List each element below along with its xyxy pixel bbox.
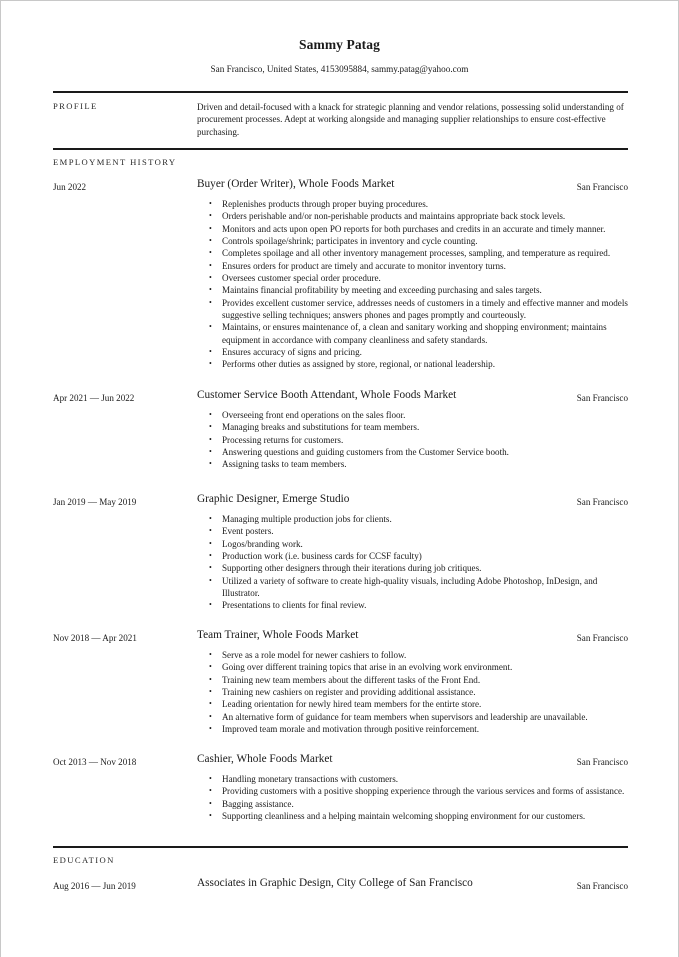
entry-bullets: [197, 649, 629, 735]
entry-title: Cashier, Whole Foods Market: [197, 753, 333, 765]
bullet-item: • Maintains financial profitability by meeting and exceeding purchasing and sales targets.: [197, 284, 629, 296]
entry-bullets: [197, 513, 629, 612]
entry-title: Graphic Designer, Emerge Studio: [197, 493, 350, 505]
entry-date: Jan 2019 — May 2019: [53, 497, 137, 507]
bullet-item: • Processing returns for customers.: [197, 434, 629, 446]
profile-heading: PROFILE: [53, 101, 98, 111]
bullet-item: • Completes spoilage and all other inventory management processes, sampling, and temperature as required.: [197, 247, 629, 259]
bullet-item: • Provides excellent customer service, addresses needs of customers in a timely and effective manner and models suggestive selling techniques; answers phones and pages promptly and courteously.: [197, 297, 629, 322]
entry-title: Associates in Graphic Design, City College of San Francisco: [197, 877, 473, 889]
profile-divider: [53, 91, 628, 93]
entry-date: Aug 2016 — Jun 2019: [53, 881, 136, 891]
candidate-name: Sammy Patag: [299, 37, 380, 52]
bullet-item: • Controls spoilage/shrink; participates in inventory and cycle counting.: [197, 235, 629, 247]
entry-location: San Francisco: [576, 182, 628, 192]
bullet-item: • Maintains, or ensures maintenance of, a clean and sanitary working and shopping environment; maintains equipment in accordance with company cleanliness and safety standards.: [197, 321, 629, 346]
contact-info: San Francisco, United States, 4153095884, sammy.patag@yahoo.com: [210, 64, 469, 74]
bullet-item: • Bagging assistance.: [197, 798, 629, 810]
entry-bullets: [197, 773, 629, 822]
entry-title: Customer Service Booth Attendant, Whole Foods Market: [197, 389, 457, 401]
bullet-item: • Ensures accuracy of signs and pricing.: [197, 346, 629, 358]
bullet-item: • Monitors and acts upon open PO reports for both purchases and credits in an accurate and timely manner.: [197, 223, 629, 235]
entry-location: San Francisco: [576, 497, 628, 507]
bullet-item: • Managing breaks and substitutions for team members.: [197, 421, 629, 433]
bullet-item: • Serve as a role model for newer cashiers to follow.: [197, 649, 629, 661]
bullet-item: • Oversees customer special order procedure.: [197, 272, 629, 284]
bullet-item: • Handling monetary transactions with customers.: [197, 773, 629, 785]
bullet-item: • Replenishes products through proper buying procedures.: [197, 198, 629, 210]
entry-title: Buyer (Order Writer), Whole Foods Market: [197, 178, 395, 190]
bullet-item: • Production work (i.e. business cards for CCSF faculty): [197, 550, 629, 562]
entry-location: San Francisco: [576, 757, 628, 767]
bullet-item: • Orders perishable and/or non-perishable products and maintains appropriate back stock levels.: [197, 210, 629, 222]
entry-date: Nov 2018 — Apr 2021: [53, 633, 137, 643]
bullet-item: • Providing customers with a positive shopping experience through the various services and forms of assistance.: [197, 785, 629, 797]
bullet-item: • Supporting cleanliness and a helping maintain welcoming shopping environment for our customers.: [197, 810, 629, 822]
bullet-item: • Performs other duties as assigned by store, regional, or national leadership.: [197, 358, 629, 370]
entry-date: Oct 2013 — Nov 2018: [53, 757, 137, 767]
bullet-item: • Presentations to clients for final review.: [197, 599, 629, 611]
bullet-item: • Utilized a variety of software to create high-quality visuals, including Adobe Photoshop, InDesign, and Illustrator.: [197, 575, 629, 600]
bullet-item: • Answering questions and guiding customers from the Customer Service booth.: [197, 446, 629, 458]
bullet-item: • Overseeing front end operations on the sales floor.: [197, 409, 629, 421]
profile-summary: Driven and detail-focused with a knack for strategic planning and vendor relations, possessing solid understanding of procurement processes. Adept at working alongside and managing supplier relationships to ensure cost-effective purchasing.: [197, 102, 624, 137]
employment-divider: [53, 148, 628, 150]
entry-bullets: [197, 409, 629, 471]
bullet-item: • Assigning tasks to team members.: [197, 458, 629, 470]
education-heading: EDUCATION: [53, 855, 115, 865]
bullet-item: • An alternative form of guidance for team members when supervisors and leadership are unavailable.: [197, 711, 629, 723]
entry-location: San Francisco: [576, 881, 628, 891]
entry-date: Jun 2022: [53, 182, 87, 192]
entry-location: San Francisco: [576, 633, 628, 643]
bullet-item: • Event posters.: [197, 525, 629, 537]
bullet-item: • Ensures orders for product are timely and accurate to monitor inventory turns.: [197, 260, 629, 272]
bullet-item: • Supporting other designers through their iterations during job critiques.: [197, 562, 629, 574]
education-divider: [53, 846, 628, 848]
bullet-item: • Logos/branding work.: [197, 538, 629, 550]
entry-location: San Francisco: [576, 393, 628, 403]
employment-heading: EMPLOYMENT HISTORY: [53, 157, 177, 167]
bullet-item: • Improved team morale and motivation through positive reinforcement.: [197, 723, 629, 735]
bullet-item: • Going over different training topics that arise in an evolving work environment.: [197, 661, 629, 673]
bullet-item: • Managing multiple production jobs for clients.: [197, 513, 629, 525]
bullet-item: • Leading orientation for newly hired team members for the entirte store.: [197, 698, 629, 710]
bullet-item: • Training new team members about the different tasks of the Front End.: [197, 674, 629, 686]
entry-title: Team Trainer, Whole Foods Market: [197, 629, 359, 641]
entry-date: Apr 2021 — Jun 2022: [53, 393, 135, 403]
entry-bullets: [197, 198, 629, 371]
bullet-item: • Training new cashiers on register and providing additional assistance.: [197, 686, 629, 698]
